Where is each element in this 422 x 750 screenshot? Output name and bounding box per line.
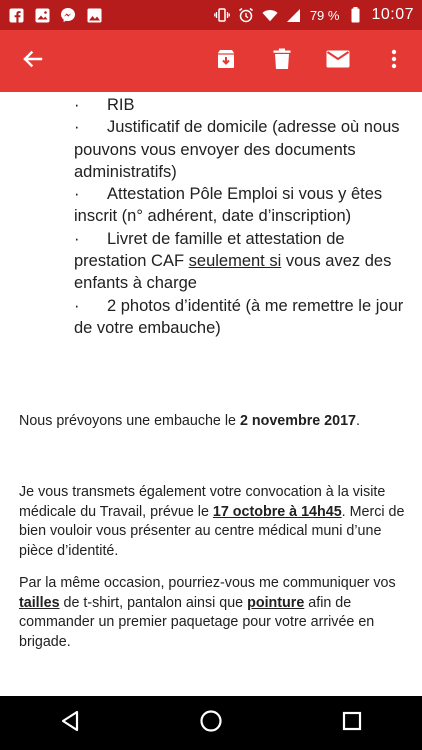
wifi-icon: [262, 7, 278, 23]
archive-icon: [215, 48, 237, 75]
signal-icon: [286, 7, 302, 23]
back-triangle-icon: [60, 710, 80, 737]
list-item-text: Attestation Pôle Emploi si vous y êtes inscrit (n° adhérent, date d’inscription): [74, 185, 383, 226]
facebook-icon: [8, 7, 24, 23]
toolbar-actions: [198, 33, 422, 89]
nav-recents-button[interactable]: [322, 696, 382, 750]
notification-icons: [8, 7, 102, 23]
text-segment: Par la même occasion, pourriez-vous me communiquer vos: [19, 575, 396, 591]
mark-unread-button[interactable]: [310, 33, 366, 89]
list-item: [74, 228, 414, 295]
text-segment: vous avez des enfants à charge: [74, 252, 392, 293]
mark-unread-icon: [326, 50, 350, 73]
text-segment: Livret de famille et attestation de prestation CAF: [74, 229, 345, 271]
alarm-icon: [238, 7, 254, 23]
system-status: [214, 6, 414, 24]
medical-visit-date: 17 octobre à 14h45: [212, 503, 342, 520]
image-icon: [34, 7, 50, 23]
text-segment: . Merci de bien vouloir vous présenter au centre médical muni d’une pièce d’identité.: [19, 503, 405, 559]
list-item: [74, 116, 414, 183]
archive-button[interactable]: [198, 33, 254, 89]
delete-button[interactable]: [254, 33, 310, 89]
messenger-icon: [60, 7, 76, 23]
bullet: ·: [74, 118, 80, 137]
text-segment: afin de commander un premier paquetage pour votre arrivée en brigade.: [19, 594, 375, 650]
sizes-keyword: tailles: [19, 594, 60, 611]
list-item: [74, 295, 414, 340]
back-arrow-icon: [21, 48, 43, 75]
bullet: ·: [74, 296, 80, 315]
nav-back-button[interactable]: [40, 696, 100, 750]
gallery-icon: [86, 7, 102, 23]
email-body: [0, 92, 422, 696]
more-options-button[interactable]: [366, 33, 422, 89]
status-bar: [0, 0, 422, 30]
delete-icon: [272, 48, 292, 75]
bullet: ·: [74, 96, 80, 114]
system-navigation-bar: [0, 696, 422, 750]
more-vert-icon: [391, 49, 397, 74]
medical-visit-paragraph: [19, 483, 405, 561]
document-list: [74, 94, 414, 339]
hiring-date: 2 novembre 2017: [239, 413, 356, 429]
text-segment: Nous prévoyons une embauche le: [19, 413, 240, 429]
bullet: ·: [74, 185, 80, 204]
list-item: [74, 94, 414, 116]
app-toolbar: [0, 30, 422, 92]
text-segment: Je vous transmets également votre convocation à la visite médicale du Travail, prévue le: [19, 484, 386, 520]
back-button[interactable]: [4, 33, 60, 89]
underlined-text: seulement si: [188, 252, 282, 271]
clock: 10:07: [371, 6, 414, 23]
list-item-text: [74, 228, 414, 295]
sizes-paragraph: [19, 574, 405, 652]
nav-home-button[interactable]: [181, 696, 241, 750]
list-item-text: RIB: [107, 96, 135, 114]
vibrate-icon: [214, 7, 230, 23]
list-item-text: Justificatif de domicile (adresse où nous pouvons vous envoyer des documents administratifs): [74, 118, 400, 181]
list-item: [74, 183, 414, 228]
home-circle-icon: [199, 709, 223, 738]
battery-percent: 79 %: [309, 7, 340, 23]
battery-icon: [347, 7, 363, 23]
text-segment: .: [355, 413, 360, 429]
list-item-text: 2 photos d’identité (à me remettre le jour de votre embauche): [74, 296, 404, 337]
recents-square-icon: [342, 711, 362, 736]
hiring-date-paragraph: [19, 412, 405, 432]
text-segment: de t-shirt, pantalon ainsi que: [59, 594, 248, 611]
shoe-size-keyword: pointure: [247, 594, 305, 611]
bullet: ·: [74, 229, 80, 248]
